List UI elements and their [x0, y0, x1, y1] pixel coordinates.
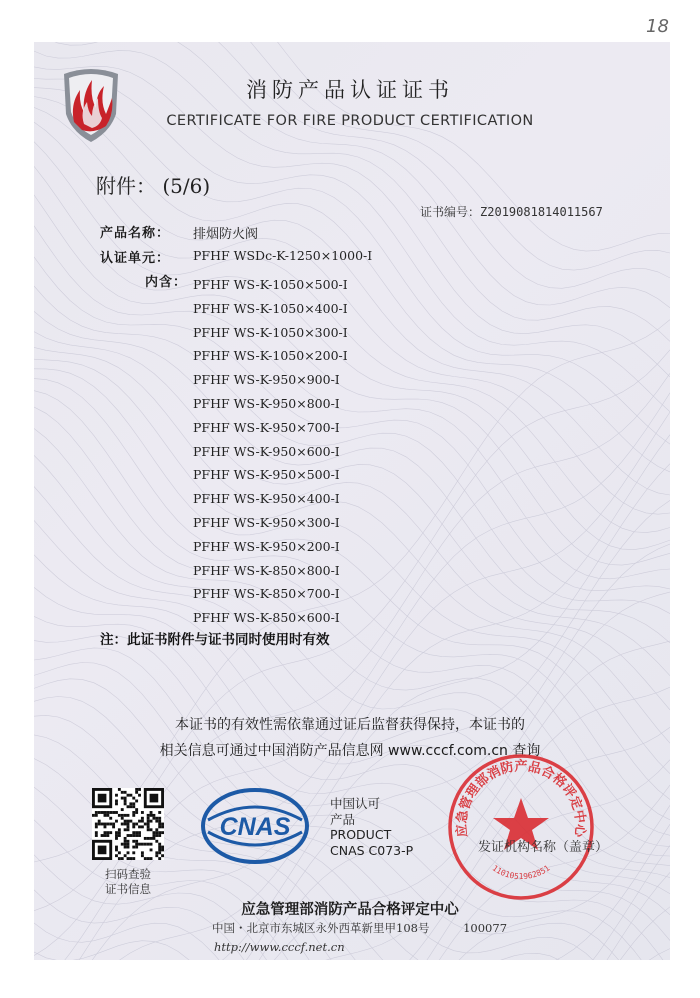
official-seal-stamp — [446, 752, 596, 902]
qr-module — [158, 820, 161, 823]
qr-module — [132, 814, 135, 817]
qr-module — [127, 828, 130, 831]
product-name-value: 排烟防火阀 — [193, 227, 259, 242]
model-item: PFHF WS-K-1050×400-I — [193, 300, 348, 316]
qr-module — [132, 825, 135, 828]
qr-module — [132, 811, 135, 814]
qr-module — [129, 805, 132, 808]
guilloche-line — [34, 379, 670, 800]
qr-module — [135, 846, 138, 849]
qr-module — [135, 840, 138, 843]
qr-module — [127, 834, 130, 837]
qr-module — [155, 828, 158, 831]
qr-module — [129, 834, 132, 837]
qr-module — [144, 823, 147, 826]
qr-module — [150, 820, 153, 823]
qr-module — [161, 825, 164, 828]
qr-module — [132, 831, 135, 834]
qr-module — [98, 811, 101, 814]
qr-module — [127, 794, 130, 797]
qr-module — [132, 834, 135, 837]
qr-module — [104, 814, 107, 817]
model-item: PFHF WS-K-1050×500-I — [193, 277, 348, 292]
guilloche-line — [34, 226, 670, 579]
qr-module — [124, 823, 127, 826]
qr-module — [161, 846, 164, 849]
model-item: PFHF WS-K-1050×300-I — [193, 324, 348, 340]
qr-module — [118, 814, 121, 817]
qr-module — [124, 846, 127, 849]
qr-module — [141, 843, 144, 846]
qr-module — [132, 846, 135, 849]
model-item: PFHF WS-K-850×800-I — [193, 562, 340, 578]
qr-module — [158, 857, 161, 860]
qr-module — [129, 857, 132, 860]
qr-module — [121, 823, 124, 826]
qr-module — [138, 794, 141, 797]
qr-module — [150, 811, 153, 814]
qr-module — [161, 831, 164, 834]
qr-module — [147, 837, 150, 840]
qr-code-icon[interactable] — [92, 788, 164, 860]
qr-module — [155, 817, 158, 820]
qr-module — [141, 811, 144, 814]
qr-module — [132, 797, 135, 800]
qr-module — [138, 825, 141, 828]
qr-module — [121, 791, 124, 794]
qr-module — [124, 840, 127, 843]
handwritten-page-number: 18 — [646, 16, 669, 37]
cnas-line4: CNAS C073-P — [330, 843, 414, 858]
qr-module — [106, 823, 109, 826]
cnas-logo-icon — [200, 786, 310, 866]
qr-module — [158, 817, 161, 820]
certificate-number-label: 证书编号： — [420, 205, 481, 219]
qr-module — [121, 817, 124, 820]
qr-module — [158, 823, 161, 826]
guilloche-line — [34, 286, 670, 614]
model-item: PFHF WS-K-950×500-I — [193, 467, 340, 483]
qr-module — [98, 794, 107, 803]
qr-module — [158, 834, 161, 837]
qr-module — [147, 820, 150, 823]
qr-module — [158, 811, 161, 814]
qr-module — [161, 848, 164, 851]
attachment-indicator — [96, 170, 210, 199]
qr-module — [135, 808, 138, 811]
qr-module — [98, 820, 101, 823]
qr-module — [132, 823, 135, 826]
qr-module — [147, 825, 150, 828]
qr-module — [109, 811, 112, 814]
validity-statement-line1: 本证书的有效性需依靠通过证后监督获得保持，本证书的 — [175, 717, 525, 733]
qr-module — [124, 843, 127, 846]
qr-module — [98, 823, 101, 826]
qr-module — [141, 825, 144, 828]
qr-module — [132, 802, 135, 805]
qr-module — [101, 811, 104, 814]
qr-module — [115, 811, 118, 814]
validity-statement-line2: 相关信息可通过中国消防产品信息网 www.cccf.com.cn 查询 — [159, 743, 541, 759]
qr-module — [115, 802, 118, 805]
qr-module — [115, 831, 118, 834]
qr-module — [115, 846, 118, 849]
qr-module — [127, 857, 130, 860]
qr-module — [141, 817, 144, 820]
guilloche-line — [34, 107, 670, 495]
qr-module — [152, 834, 155, 837]
model-item: PFHF WS-K-1050×200-I — [193, 348, 348, 364]
issuing-center-address — [212, 920, 507, 936]
attachment-note: 注：此证书附件与证书同时使用时有效 — [100, 632, 330, 648]
qr-module — [150, 857, 153, 860]
qr-module — [118, 828, 121, 831]
guilloche-line — [34, 257, 670, 591]
qr-module — [109, 817, 112, 820]
qr-module — [152, 817, 155, 820]
qr-module — [144, 837, 147, 840]
qr-module — [106, 814, 109, 817]
qr-module — [141, 851, 144, 854]
qr-module — [158, 846, 161, 849]
model-item: PFHF WS-K-950×600-I — [193, 443, 340, 459]
contents-label: 内含： — [145, 275, 188, 290]
qr-module — [150, 828, 153, 831]
qr-module — [121, 797, 124, 800]
qr-module — [152, 814, 155, 817]
qr-module — [150, 837, 153, 840]
guilloche-line — [34, 97, 670, 473]
guilloche-line — [34, 347, 670, 710]
guilloche-line — [34, 941, 670, 960]
qr-module — [135, 823, 138, 826]
qr-module — [127, 805, 130, 808]
guilloche-line — [34, 311, 670, 643]
qr-module — [106, 811, 109, 814]
qr-module — [121, 843, 124, 846]
product-name-label: 产品名称： — [100, 226, 171, 241]
qr-module — [141, 820, 144, 823]
qr-module — [115, 834, 118, 837]
qr-module — [95, 834, 98, 837]
qr-module — [124, 797, 127, 800]
model-item: PFHF WS-K-850×700-I — [193, 586, 340, 602]
certification-unit-value: PFHF WSDc-K-1250×1000-I — [193, 248, 373, 263]
qr-module — [132, 857, 135, 860]
qr-module — [127, 814, 130, 817]
qr-module — [101, 823, 104, 826]
qr-module — [147, 814, 150, 817]
qr-module — [104, 825, 107, 828]
qr-module — [138, 843, 141, 846]
qr-module — [132, 840, 135, 843]
qr-module — [121, 857, 124, 860]
qr-module — [127, 823, 130, 826]
certificate-number — [420, 203, 603, 220]
qr-module — [155, 854, 158, 857]
qr-module — [144, 857, 147, 860]
qr-module — [135, 800, 138, 803]
model-item: PFHF WS-K-950×200-I — [193, 538, 340, 554]
qr-module — [109, 823, 112, 826]
attachment-value: (5/6) — [162, 174, 211, 198]
qr-module — [92, 814, 95, 817]
qr-module — [127, 846, 130, 849]
qr-module — [115, 800, 118, 803]
issuing-center-name: 应急管理部消防产品合格评定中心 — [241, 902, 459, 918]
qr-module — [144, 843, 147, 846]
qr-module — [98, 846, 107, 855]
model-item: PFHF WS-K-950×900-I — [193, 372, 340, 388]
qr-module — [112, 811, 115, 814]
qr-module — [161, 854, 164, 857]
qr-module — [155, 831, 158, 834]
qr-module — [158, 851, 161, 854]
qr-module — [121, 814, 124, 817]
qr-module — [147, 828, 150, 831]
model-item: PFHF WS-K-950×400-I — [193, 491, 340, 507]
qr-module — [158, 825, 161, 828]
qr-module — [118, 831, 121, 834]
cnas-line2: 产品 — [330, 812, 356, 827]
qr-module — [95, 831, 98, 834]
qr-module — [135, 811, 138, 814]
qr-module — [138, 834, 141, 837]
qr-module — [150, 794, 159, 803]
qr-module — [141, 854, 144, 857]
qr-module — [124, 802, 127, 805]
qr-module — [104, 834, 107, 837]
model-item: PFHF WS-K-950×700-I — [193, 419, 340, 435]
qr-module — [135, 831, 138, 834]
qr-module — [118, 851, 121, 854]
qr-module — [95, 825, 98, 828]
attachment-label: 附件： — [96, 174, 156, 198]
qr-module — [132, 805, 135, 808]
seal-number-text: 1101051962851 — [490, 863, 552, 882]
qr-module — [118, 834, 121, 837]
qr-module — [112, 823, 115, 826]
cnas-line1: 中国认可 — [330, 796, 381, 811]
qr-module — [95, 823, 98, 826]
model-item: PFHF WS-K-950×800-I — [193, 395, 340, 411]
qr-module — [115, 794, 118, 797]
qr-module — [115, 848, 118, 851]
qr-module — [150, 843, 153, 846]
model-item: PFHF WS-K-950×300-I — [193, 514, 340, 530]
qr-module — [109, 831, 112, 834]
qr-module — [161, 823, 164, 826]
qr-module — [150, 814, 153, 817]
website-link[interactable]: http://www.cccf.net.cn — [214, 940, 345, 954]
certificate-title-cn: 消防产品认证证书 — [246, 78, 454, 102]
issuer-seal-label: 发证机构名称（盖章） — [478, 840, 609, 855]
qr-module — [106, 834, 109, 837]
qr-module — [135, 788, 138, 791]
qr-module — [129, 802, 132, 805]
qr-module — [112, 825, 115, 828]
qr-caption-line1: 扫码查验 — [105, 867, 151, 881]
address-text: 中国・北京市东城区永外西革新里甲108号 — [212, 921, 430, 935]
qr-module — [129, 820, 132, 823]
qr-module — [158, 831, 161, 834]
qr-module — [147, 857, 150, 860]
guilloche-line — [34, 332, 670, 676]
qr-module — [152, 831, 155, 834]
qr-module — [147, 817, 150, 820]
model-item: PFHF WS-K-850×600-I — [193, 610, 340, 626]
qr-module — [155, 820, 158, 823]
guilloche-line — [34, 369, 670, 774]
qr-module — [124, 854, 127, 857]
guilloche-line — [34, 949, 670, 960]
qr-module — [104, 823, 107, 826]
qr-module — [115, 820, 118, 823]
qr-module — [158, 843, 161, 846]
qr-module — [124, 800, 127, 803]
qr-module — [127, 851, 130, 854]
qr-module — [118, 788, 121, 791]
qr-module — [127, 840, 130, 843]
qr-module — [124, 837, 127, 840]
qr-caption-line2: 证书信息 — [105, 882, 151, 896]
qr-module — [152, 837, 155, 840]
qr-module — [155, 840, 158, 843]
qr-module — [150, 848, 153, 851]
qr-module — [115, 854, 118, 857]
qr-module — [124, 820, 127, 823]
cnas-line3: PRODUCT — [330, 827, 392, 842]
certification-unit-label: 认证单元： — [100, 251, 171, 266]
seal-ring-text: 应急管理部消防产品合格评定中心 — [454, 759, 588, 838]
qr-module — [106, 831, 109, 834]
certificate-title-en: CERTIFICATE FOR FIRE PRODUCT CERTIFICATION — [166, 113, 534, 129]
qr-module — [129, 794, 132, 797]
qr-module — [132, 851, 135, 854]
qr-module — [121, 808, 124, 811]
qr-module — [124, 828, 127, 831]
qr-module — [135, 791, 138, 794]
qr-module — [158, 848, 161, 851]
qr-module — [155, 834, 158, 837]
guilloche-line — [34, 142, 670, 533]
svg-text:1101051962851 — [491, 863, 552, 881]
qr-module — [104, 811, 107, 814]
qr-module — [127, 820, 130, 823]
qr-module — [135, 843, 138, 846]
qr-module — [124, 791, 127, 794]
certificate-number-value: Z2019081814011567 — [480, 205, 603, 219]
qr-module — [115, 837, 118, 840]
model-list — [193, 273, 348, 630]
cnas-logo-text: CNAS — [219, 813, 291, 841]
qr-module — [127, 825, 130, 828]
qr-module — [104, 831, 107, 834]
qr-module — [155, 851, 158, 854]
postcode-text: 100077 — [463, 921, 508, 935]
qr-module — [95, 814, 98, 817]
qr-module — [95, 811, 98, 814]
qr-module — [138, 831, 141, 834]
qr-module — [124, 814, 127, 817]
qr-module — [147, 843, 150, 846]
qr-module — [147, 823, 150, 826]
qr-module — [138, 788, 141, 791]
qr-module — [118, 857, 121, 860]
qr-module — [101, 834, 104, 837]
qr-module — [127, 843, 130, 846]
qr-module — [138, 820, 141, 823]
qr-module — [135, 834, 138, 837]
